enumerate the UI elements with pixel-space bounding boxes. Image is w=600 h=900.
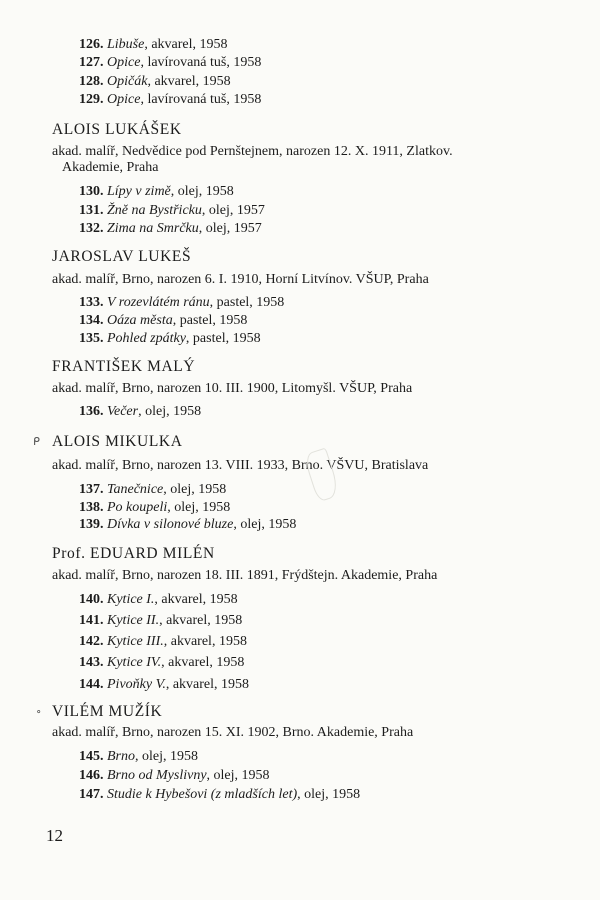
work-entry: 135. Pohled zpátky, pastel, 1958 (79, 331, 261, 346)
artist-name: VILÉM MUŽÍK (52, 703, 163, 720)
work-entry: 136. Večer, olej, 1958 (79, 404, 202, 419)
work-entry: 130. Lípy v zimě, olej, 1958 (79, 184, 234, 199)
artist-name: Prof. EDUARD MILÉN (52, 545, 215, 562)
artist-bio: akad. malíř, Brno, narozen 10. III. 1900, Litomyšl. VŠUP, Praha (52, 381, 413, 396)
artist-name: JAROSLAV LUKEŠ (52, 248, 192, 265)
work-entry: 137. Tanečnice, olej, 1958 (79, 482, 227, 497)
work-entry: 131. Žně na Bystřicku, olej, 1957 (79, 203, 265, 218)
work-entry: 129. Opice, lavírovaná tuš, 1958 (79, 92, 262, 107)
work-entry: 132. Zima na Smrčku, olej, 1957 (79, 221, 262, 236)
artist-name: ALOIS MIKULKA (52, 433, 183, 450)
margin-pencil-mark: ∘ (36, 706, 42, 718)
work-entry: 143. Kytice IV., akvarel, 1958 (79, 655, 245, 670)
work-entry: 144. Pivoňky V., akvarel, 1958 (79, 677, 250, 692)
margin-pencil-mark: ᑭ (33, 436, 40, 448)
work-entry: 140. Kytice I., akvarel, 1958 (79, 592, 238, 607)
artist-bio-continued: Akademie, Praha (62, 160, 159, 175)
work-entry: 138. Po koupeli, olej, 1958 (79, 500, 231, 515)
work-entry: 133. V rozevlátém ránu, pastel, 1958 (79, 295, 285, 310)
artist-name: ALOIS LUKÁŠEK (52, 121, 182, 138)
faint-pencil-mark (303, 448, 341, 503)
artist-bio: akad. malíř, Nedvědice pod Pernštejnem, narozen 12. X. 1911, Zlatkov. (52, 144, 453, 159)
work-entry: 145. Brno, olej, 1958 (79, 749, 198, 764)
work-entry: 134. Oáza města, pastel, 1958 (79, 313, 248, 328)
work-entry: 126. Libuše, akvarel, 1958 (79, 37, 228, 52)
work-entry: 141. Kytice II., akvarel, 1958 (79, 613, 243, 628)
work-entry: 147. Studie k Hybešovi (z mladších let), olej, 1958 (79, 787, 361, 802)
artist-name: FRANTIŠEK MALÝ (52, 358, 196, 375)
work-entry: 128. Opičák, akvarel, 1958 (79, 74, 231, 89)
artist-bio: akad. malíř, Brno, narozen 13. VIII. 1933, Brno. VŠVU, Bratislava (52, 458, 429, 473)
artist-bio: akad. malíř, Brno, narozen 18. III. 1891, Frýdštejn. Akademie, Praha (52, 568, 438, 583)
work-entry: 146. Brno od Myslivny, olej, 1958 (79, 768, 270, 783)
artist-bio: akad. malíř, Brno, narozen 15. XI. 1902, Brno. Akademie, Praha (52, 725, 414, 740)
artist-bio: akad. malíř, Brno, narozen 6. I. 1910, Horní Litvínov. VŠUP, Praha (52, 272, 429, 287)
work-entry: 142. Kytice III., akvarel, 1958 (79, 634, 247, 649)
page-number: 12 (46, 826, 63, 845)
work-entry: 139. Dívka v silonové bluze, olej, 1958 (79, 517, 297, 532)
work-entry: 127. Opice, lavírovaná tuš, 1958 (79, 55, 262, 70)
